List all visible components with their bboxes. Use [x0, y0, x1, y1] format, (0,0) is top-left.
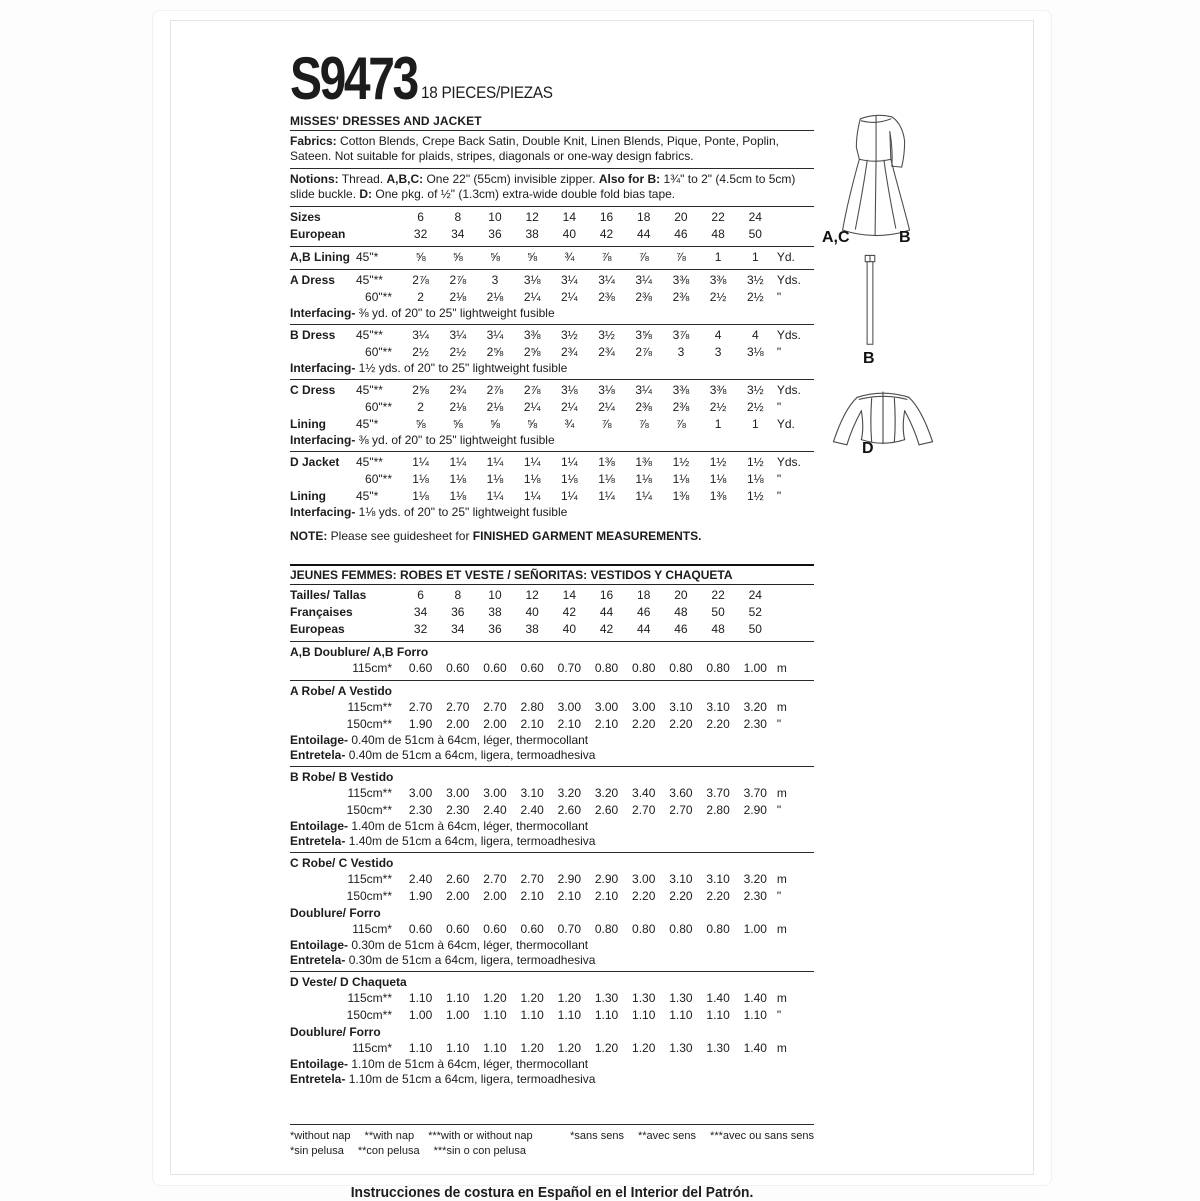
dress-line-art: [818, 110, 942, 238]
table-section-heading: B Robe/ B Vestido: [290, 770, 394, 784]
table-row: Sizes 6 8 10 12 14 16 18 20 22 24: [290, 210, 762, 224]
table-group: [290, 324, 814, 379]
dress-label-ac: A,C: [822, 229, 850, 246]
table-note: Interfacing- 1½ yds. of 20" to 25" lightweight fusible: [290, 361, 568, 375]
footnotes-english: [290, 1129, 533, 1143]
french-spanish-section-header: JEUNES FEMMES: ROBES ET VESTE / SEÑORITAS: VESTIDOS Y CHAQUETA: [290, 564, 814, 585]
fabrics-text: Cotton Blends, Crepe Back Satin, Double Knit, Linen Blends, Pique, Ponte, Poplin, Sateen. Not suitable for plaids, stripes, diagonals or one-way design fabrics.: [290, 134, 779, 163]
table-section-heading: Doublure/ Forro: [290, 906, 381, 920]
table-row: B Dress 45"** 3¼ 3¼ 3¼ 3⅜ 3½ 3½ 3⅝ 3⅞ 4 4 Yds.: [290, 328, 801, 342]
table-row: 60"** 2 2⅛ 2⅛ 2¼ 2¼ 2⅜ 2⅜ 2⅜ 2½ 2½ ": [365, 290, 782, 304]
footnote-item: **con pelusa: [357, 1145, 420, 1157]
table-row: 150cm** 1.00 1.00 1.10 1.10 1.10 1.10 1.10 1.10 1.10 1.10 ": [346, 1008, 782, 1022]
table-group: [290, 585, 814, 641]
table-note: Entretela- 0.30m de 51cm a 64cm, ligera, termoadhesiva: [290, 953, 596, 967]
fabrics-paragraph: [290, 134, 814, 164]
table-row: 150cm** 2.30 2.30 2.40 2.40 2.60 2.60 2.70 2.70 2.80 2.90 ": [346, 803, 782, 817]
divider: [290, 168, 814, 169]
table-note: Entoilage- 1.10m de 51cm à 64cm, léger, thermocollant: [290, 1057, 589, 1071]
spanish-instructions-note: Instrucciones de costura en Español en el Interior del Patrón.: [350, 1184, 754, 1201]
footnote-item: **avec sens: [637, 1130, 697, 1142]
table-note: Entretela- 1.10m de 51cm a 64cm, ligera, termoadhesiva: [290, 1072, 596, 1086]
table-row: A,B Lining 45"* ⅝ ⅝ ⅝ ⅝ ¾ ⅞ ⅞ ⅞ 1 1 Yd.: [290, 250, 795, 264]
table-row: 60"** 2 2⅛ 2⅛ 2¼ 2¼ 2¼ 2⅜ 2⅜ 2½ 2½ ": [365, 400, 782, 414]
table-row: A Dress 45"** 2⅞ 2⅞ 3 3⅛ 3¼ 3¼ 3¼ 3⅜ 3⅜ 3½ Yds.: [290, 273, 801, 287]
table-note: Interfacing- ⅜ yd. of 20" to 25" lightweight fusible: [290, 306, 555, 320]
footnote-item: ***with or without nap: [428, 1130, 533, 1142]
table-row: 115cm** 1.10 1.10 1.20 1.20 1.20 1.30 1.30 1.30 1.40 1.40 m: [347, 991, 787, 1005]
table-row: D Jacket 45"** 1¼ 1¼ 1¼ 1¼ 1¼ 1⅜ 1⅜ 1½ 1½ 1½ Yds.: [290, 455, 801, 469]
jacket-line-art: [824, 388, 942, 452]
table-note: Entretela- 1.40m de 51cm a 64cm, ligera, termoadhesiva: [290, 834, 596, 848]
table-row: Lining 45"* ⅝ ⅝ ⅝ ⅝ ¾ ⅞ ⅞ ⅞ 1 1 Yd.: [290, 417, 795, 431]
table-row: Lining 45"* 1⅛ 1⅛ 1¼ 1¼ 1¼ 1¼ 1¼ 1⅜ 1⅜ 1½ ": [290, 489, 782, 503]
footnote-item: *sin pelusa: [290, 1145, 344, 1157]
footnote-row-1: [290, 1129, 814, 1143]
table-group: [290, 269, 814, 324]
table-group: [290, 379, 814, 451]
table-group: [290, 451, 814, 523]
table-row: 115cm** 3.00 3.00 3.00 3.10 3.20 3.20 3.40 3.60 3.70 3.70 m: [347, 786, 787, 800]
table-section-heading: A,B Doublure/ A,B Forro: [290, 645, 429, 659]
table-section-heading: D Veste/ D Chaqueta: [290, 975, 407, 989]
table-group: [290, 641, 814, 680]
table-row: 150cm** 1.90 2.00 2.00 2.10 2.10 2.10 2.20 2.20 2.20 2.30 ": [346, 889, 782, 903]
divider: [290, 130, 814, 131]
table-section-heading: C Robe/ C Vestido: [290, 856, 394, 870]
footnote-item: ***avec ou sans sens: [710, 1130, 814, 1142]
footnote-item: ***sin o con pelusa: [433, 1145, 526, 1157]
table-row: C Dress 45"** 2⅝ 2¾ 2⅞ 2⅞ 3⅛ 3⅛ 3¼ 3⅜ 3⅜ 3½ Yds.: [290, 383, 801, 397]
table-note: Entretela- 0.40m de 51cm a 64cm, ligera, termoadhesiva: [290, 748, 596, 762]
belt-label-b: B: [863, 350, 875, 367]
table-row: European 32 34 36 38 40 42 44 46 48 50: [290, 227, 762, 241]
table-group: [290, 680, 814, 766]
masthead: [290, 44, 814, 113]
jacket-label-d: D: [862, 440, 874, 457]
dress-label-b: B: [899, 229, 911, 246]
table-note: Interfacing- ⅜ yd. of 20" to 25" lightweight fusible: [290, 433, 555, 447]
fabrics-label: Fabrics:: [290, 134, 337, 148]
table-section-heading: Doublure/ Forro: [290, 1025, 381, 1039]
notions-label: Notions:: [290, 172, 339, 186]
table-row: 115cm* 0.60 0.60 0.60 0.60 0.70 0.80 0.80 0.80 0.80 1.00 m: [352, 922, 787, 936]
footnote-item: *without nap: [290, 1130, 351, 1142]
footnote-item: *sans sens: [570, 1130, 624, 1142]
table-row: 115cm* 1.10 1.10 1.10 1.20 1.20 1.20 1.20 1.30 1.30 1.40 m: [352, 1041, 787, 1055]
footnote-item: **with nap: [364, 1130, 415, 1142]
table-row: Tailles/ Tallas 6 8 10 12 14 16 18 20 22 24: [290, 588, 762, 602]
table-note: Entoilage- 1.40m de 51cm à 64cm, léger, thermocollant: [290, 819, 589, 833]
table-row: 115cm** 2.40 2.60 2.70 2.70 2.90 2.90 3.00 3.10 3.10 3.20 m: [347, 872, 787, 886]
table-group: [290, 852, 814, 971]
table-row: 115cm** 2.70 2.70 2.70 2.80 3.00 3.00 3.00 3.10 3.10 3.20 m: [347, 700, 787, 714]
footnotes-french: [570, 1129, 814, 1143]
table-row: Europeas 32 34 36 38 40 42 44 46 48 50: [290, 622, 762, 636]
finished-garment-note: NOTE: Please see guidesheet for FINISHED GARMENT MEASUREMENTS.: [290, 529, 702, 543]
jacket-back-illustration: [824, 388, 942, 452]
table-group: [290, 246, 814, 269]
table-section-heading: A Robe/ A Vestido: [290, 684, 393, 698]
table-group: [290, 971, 814, 1090]
footnotes-spanish: [290, 1144, 814, 1158]
table-note: Interfacing- 1⅛ yds. of 20" to 25" lightweight fusible: [290, 505, 568, 519]
belt-line-art: [856, 254, 884, 350]
table-row: 60"** 1⅛ 1⅛ 1⅛ 1⅛ 1⅛ 1⅛ 1⅛ 1⅛ 1⅛ 1⅛ ": [365, 472, 782, 486]
notions-text: Thread. A,B,C: One 22" (55cm) invisible zipper. Also for B: 1¾" to 2" (4.5cm to 5cm) slide buckle. D: One pkg. of ½" (1.3cm) extra-wide double fold bias tape.: [290, 172, 796, 201]
dress-back-illustration: [818, 110, 942, 238]
yardage-table-imperial: [290, 206, 814, 523]
yardage-table-metric: [290, 585, 814, 1090]
table-group: [290, 206, 814, 246]
pattern-number: S9473: [290, 45, 417, 113]
table-row: 60"** 2½ 2½ 2⅝ 2⅝ 2¾ 2¾ 2⅞ 3 3 3⅛ ": [365, 345, 782, 359]
main-content-column: [290, 44, 814, 1201]
table-note: Entoilage- 0.40m de 51cm à 64cm, léger, thermocollant: [290, 733, 589, 747]
table-row: 150cm** 1.90 2.00 2.00 2.10 2.10 2.10 2.20 2.20 2.20 2.30 ": [346, 717, 782, 731]
table-row: Françaises 34 36 38 40 42 44 46 48 50 52: [290, 605, 762, 619]
table-row: 115cm* 0.60 0.60 0.60 0.60 0.70 0.80 0.80 0.80 0.80 1.00 m: [352, 661, 787, 675]
notions-paragraph: [290, 172, 814, 202]
belt-illustration: [856, 254, 884, 350]
pieces-count: 18 PIECES/PIEZAS: [420, 83, 553, 102]
table-group: [290, 766, 814, 852]
footnotes: [290, 1124, 814, 1158]
garment-title: MISSES' DRESSES AND JACKET: [290, 114, 482, 128]
table-note: Entoilage- 0.30m de 51cm à 64cm, léger, thermocollant: [290, 938, 589, 952]
